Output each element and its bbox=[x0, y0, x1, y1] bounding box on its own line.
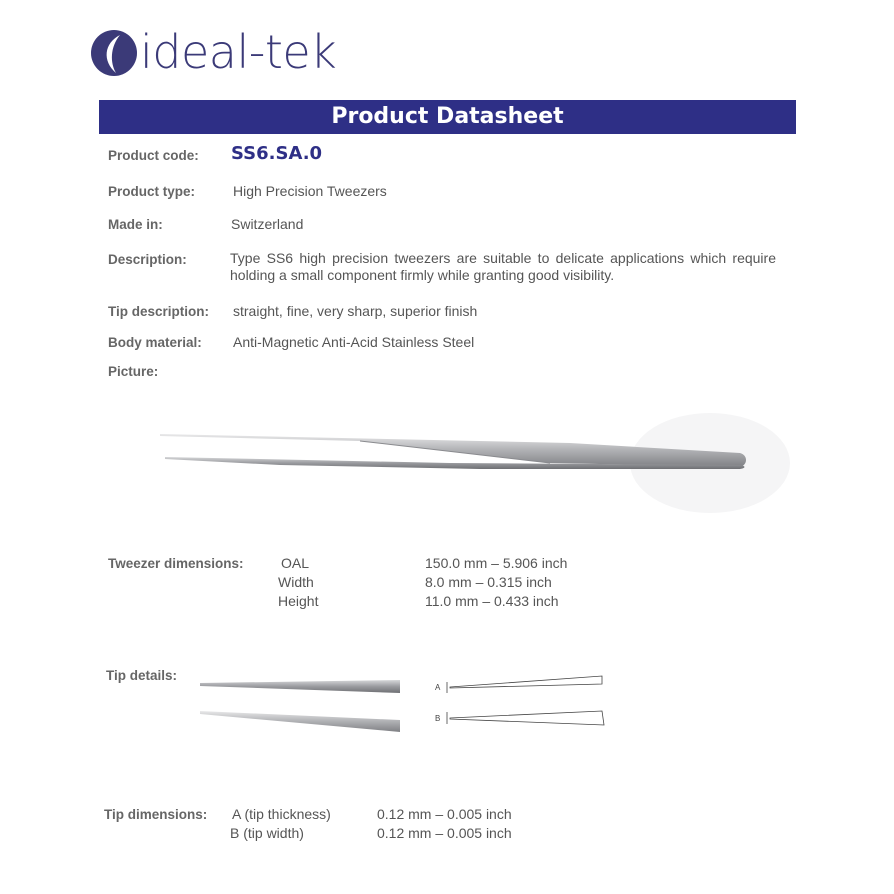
tip-dimension-name-b: B (tip width) bbox=[230, 825, 304, 841]
description-value: Type SS6 high precision tweezers are suitable to delicate applications which require holding a small component firmly while granting good visibility. bbox=[230, 250, 776, 283]
dimension-value-width: 8.0 mm – 0.315 inch bbox=[425, 574, 552, 590]
page-title: Product Datasheet bbox=[331, 104, 564, 129]
made-in-value: Switzerland bbox=[231, 216, 304, 232]
tip-description-value: straight, fine, very sharp, superior finish bbox=[233, 303, 478, 319]
tip-diagram bbox=[430, 665, 610, 730]
dimension-value-oal: 150.0 mm – 5.906 inch bbox=[425, 555, 568, 571]
brand-name: ideal-tek bbox=[140, 25, 337, 79]
title-banner bbox=[99, 100, 796, 134]
diagram-label-b: B bbox=[435, 714, 441, 723]
product-type-value: High Precision Tweezers bbox=[233, 183, 387, 199]
body-material-value: Anti-Magnetic Anti-Acid Stainless Steel bbox=[233, 334, 475, 350]
picture-label: Picture: bbox=[108, 364, 159, 379]
tweezer-image bbox=[150, 405, 790, 525]
dimension-name-oal: OAL bbox=[281, 555, 310, 571]
dimension-name-height: Height bbox=[278, 593, 319, 609]
tweezer-dimensions-label: Tweezer dimensions: bbox=[108, 556, 244, 571]
dimension-name-width: Width bbox=[278, 574, 314, 590]
product-code-label: Product code: bbox=[108, 148, 199, 163]
tip-dimension-value-a: 0.12 mm – 0.005 inch bbox=[377, 806, 512, 822]
tip-description-label: Tip description: bbox=[108, 304, 210, 319]
body-material-label: Body material: bbox=[108, 335, 202, 350]
dimension-value-height: 11.0 mm – 0.433 inch bbox=[425, 593, 559, 609]
tip-details-label: Tip details: bbox=[106, 668, 178, 683]
ideal-tek-logo-icon bbox=[90, 29, 138, 77]
tip-dimension-value-b: 0.12 mm – 0.005 inch bbox=[377, 825, 512, 841]
diagram-label-a: A bbox=[435, 683, 441, 692]
tip-photo-image bbox=[200, 660, 400, 740]
description-label: Description: bbox=[108, 252, 187, 267]
product-type-label: Product type: bbox=[108, 184, 196, 199]
product-code-value: SS6.SA.0 bbox=[231, 143, 323, 164]
made-in-label: Made in: bbox=[108, 217, 163, 232]
tip-dimensions-label: Tip dimensions: bbox=[104, 807, 208, 822]
tip-dimension-name-a: A (tip thickness) bbox=[232, 806, 331, 822]
